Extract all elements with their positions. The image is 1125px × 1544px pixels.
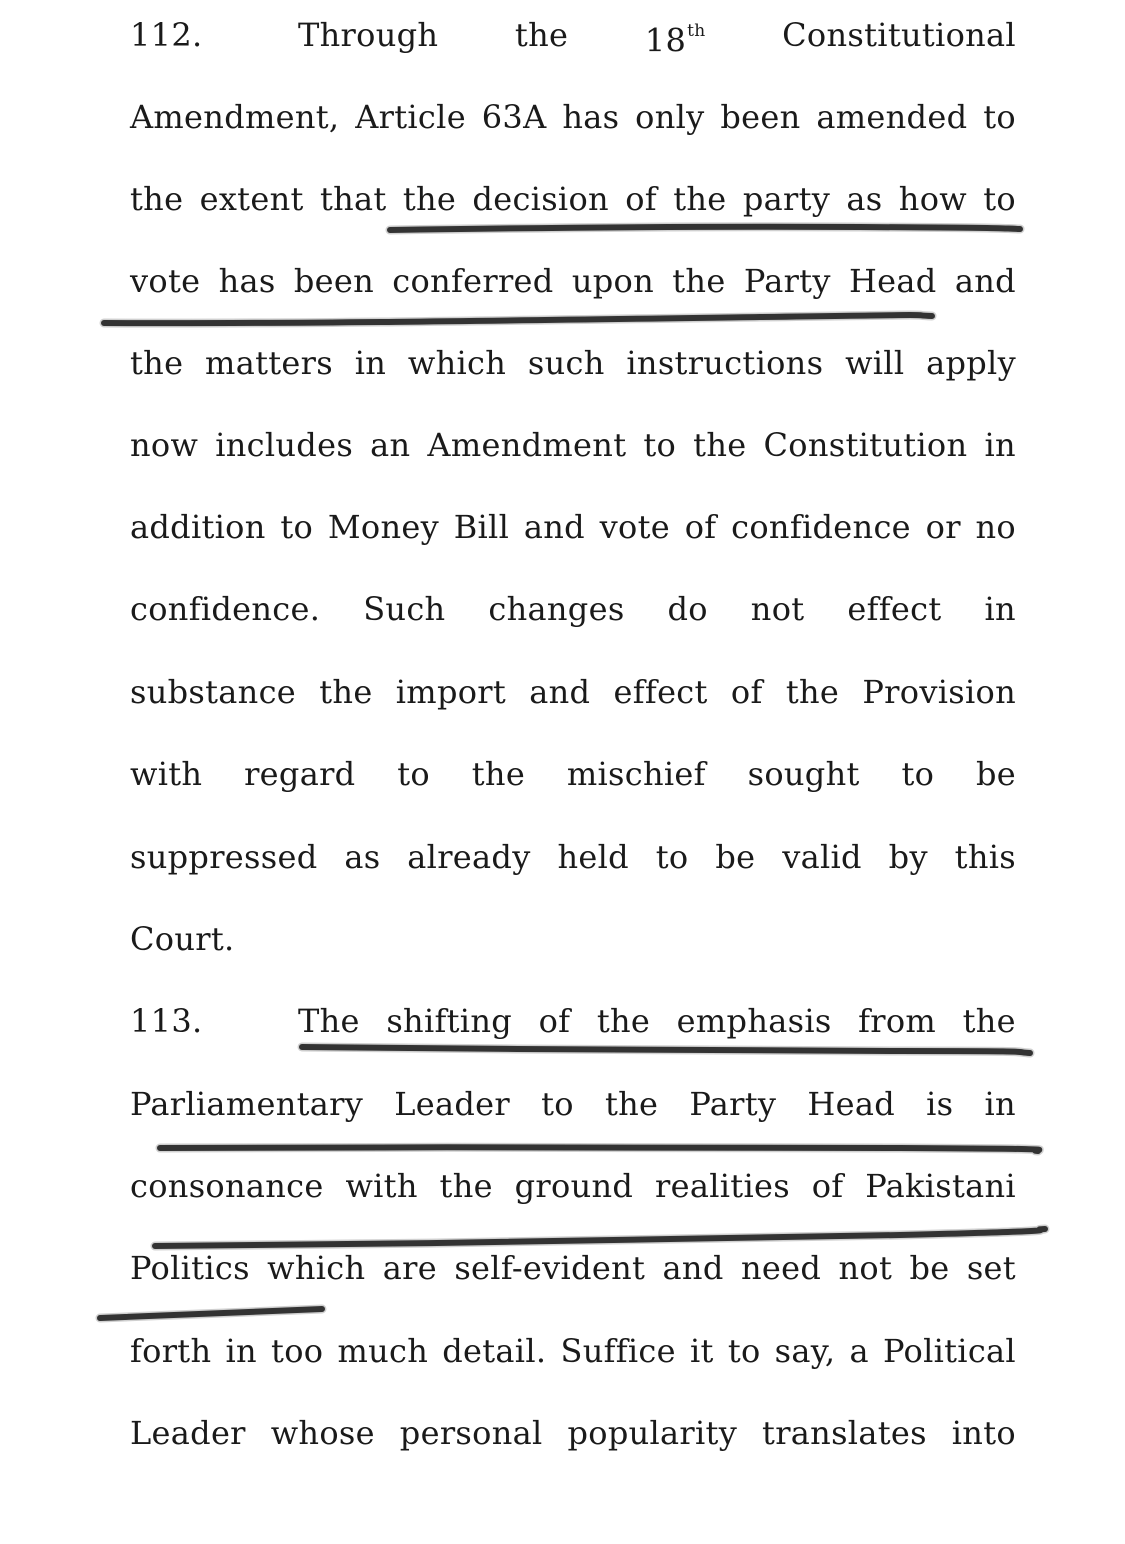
word: of — [625, 180, 657, 218]
word: the — [785, 673, 840, 711]
word: been — [720, 98, 801, 136]
word: apply — [926, 344, 1016, 382]
word: which — [267, 1249, 366, 1287]
line-15 — [130, 1164, 1016, 1208]
word: Politics — [130, 1249, 250, 1287]
word: the — [439, 1167, 493, 1205]
word: too — [271, 1332, 324, 1370]
word: a — [849, 1332, 869, 1370]
word: into — [951, 1414, 1016, 1452]
word: Suffice — [560, 1332, 676, 1370]
word: regard — [244, 755, 356, 793]
word: import — [395, 673, 507, 711]
word: self-evident — [454, 1249, 646, 1287]
word: detail. — [442, 1332, 547, 1370]
word: the — [471, 755, 526, 793]
word: The — [298, 1002, 360, 1040]
word: this — [954, 838, 1016, 876]
underline-conferred-party-head — [104, 315, 932, 323]
word: the — [402, 180, 457, 218]
word: with — [130, 755, 203, 793]
underline-shifting-emphasis — [302, 1047, 1030, 1053]
word: as — [846, 180, 883, 218]
word: to — [643, 426, 677, 464]
word: of — [684, 508, 717, 546]
ordinal-18th: 18th — [644, 21, 706, 60]
word: already — [407, 838, 531, 876]
word: Head — [848, 262, 937, 300]
line-10 — [130, 752, 1016, 796]
word: forth — [130, 1332, 212, 1370]
underline-parliamentary-leader — [160, 1147, 1039, 1151]
word: 63A — [481, 98, 547, 136]
word: upon — [571, 262, 654, 300]
underline-politics — [100, 1309, 322, 1318]
word: set — [966, 1249, 1016, 1287]
word: in — [225, 1332, 257, 1370]
word: sought — [747, 755, 860, 793]
paragraph-number-112: 112. — [130, 16, 203, 54]
word: decision — [472, 180, 609, 218]
word: that — [319, 180, 387, 218]
word: translates — [762, 1414, 927, 1452]
line-17 — [130, 1329, 1016, 1373]
word: Party — [689, 1085, 777, 1123]
word: such — [527, 344, 605, 382]
word: popularity — [567, 1414, 738, 1452]
line-18 — [130, 1411, 1016, 1455]
word: much — [337, 1332, 429, 1370]
line-7 — [130, 505, 1016, 549]
word: confidence. — [130, 590, 321, 628]
word: the — [673, 180, 727, 218]
line-3 — [130, 177, 1016, 221]
word: held — [557, 838, 629, 876]
line-12: Court. — [130, 920, 235, 958]
word: Head — [807, 1085, 896, 1123]
word: is — [926, 1085, 954, 1123]
word: substance — [130, 673, 297, 711]
word: be — [975, 755, 1016, 793]
word: Leader — [394, 1085, 511, 1123]
word: to — [727, 1332, 761, 1370]
word: suppressed — [130, 838, 318, 876]
word: to — [541, 1085, 574, 1123]
word: the — [604, 1085, 659, 1123]
word: to — [655, 838, 689, 876]
word: Provision — [862, 673, 1016, 711]
word: not — [750, 590, 805, 628]
word: Party — [743, 262, 831, 300]
word: no — [975, 508, 1016, 546]
word: will — [845, 344, 905, 382]
word: Constitution — [763, 426, 968, 464]
word: to — [280, 508, 314, 546]
line-6 — [130, 423, 1016, 467]
word: and — [662, 1249, 724, 1287]
line-9 — [130, 670, 1016, 714]
word: realities — [655, 1167, 790, 1205]
line-1-text: Through the 18th Constitutional — [298, 13, 1016, 57]
line-13-text — [298, 999, 1016, 1043]
word: vote — [599, 508, 670, 546]
word: the — [130, 344, 184, 382]
word: instructions — [626, 344, 824, 382]
line-13 — [130, 999, 1016, 1043]
word: as — [344, 838, 381, 876]
word: consonance — [130, 1167, 324, 1205]
word: effect — [613, 673, 708, 711]
word: and — [523, 508, 585, 546]
word: vote — [130, 262, 201, 300]
word: Article — [355, 98, 466, 136]
word: in — [984, 1085, 1016, 1123]
word: whose — [270, 1414, 375, 1452]
word: by — [888, 838, 928, 876]
word: Such — [363, 590, 446, 628]
word: to — [397, 755, 430, 793]
word: Leader — [130, 1414, 246, 1452]
word: in — [354, 344, 387, 382]
word: in — [984, 590, 1016, 628]
word: from — [858, 1002, 937, 1040]
word: and — [529, 673, 591, 711]
word: Bill — [453, 508, 510, 546]
word: party — [742, 180, 831, 218]
word: mischief — [566, 755, 706, 793]
word: to — [901, 755, 935, 793]
word: the — [596, 1002, 651, 1040]
word: to — [983, 98, 1016, 136]
word: effect — [847, 590, 942, 628]
line-1 — [130, 13, 1016, 60]
paragraph-number-113: 113. — [130, 1002, 203, 1040]
word: extent — [199, 180, 304, 218]
word: has — [218, 262, 276, 300]
word: has — [562, 98, 620, 136]
word: do — [667, 590, 708, 628]
word: Money — [327, 508, 439, 546]
word: conferred — [392, 262, 554, 300]
word: been — [293, 262, 375, 300]
line-16 — [130, 1246, 1016, 1290]
word: amended — [816, 98, 968, 136]
word: includes — [215, 426, 354, 464]
word: be — [909, 1249, 950, 1287]
word: emphasis — [676, 1002, 832, 1040]
word: and — [954, 262, 1016, 300]
word: with — [345, 1167, 418, 1205]
word: ground — [514, 1167, 634, 1205]
word: or — [925, 508, 961, 546]
word: in — [984, 426, 1016, 464]
word: the — [693, 426, 747, 464]
word: which — [407, 344, 507, 382]
word: Pakistani — [865, 1167, 1016, 1205]
word: the — [130, 180, 184, 218]
word: Political — [882, 1332, 1016, 1370]
word: changes — [488, 590, 625, 628]
line-2 — [130, 95, 1016, 139]
word: Parliamentary — [130, 1085, 364, 1123]
word: shifting — [386, 1002, 513, 1040]
word: need — [740, 1249, 822, 1287]
word: say, — [774, 1332, 836, 1370]
word: of — [730, 673, 763, 711]
word: the — [672, 262, 726, 300]
underline-decision-of-party — [390, 227, 1020, 230]
word: valid — [782, 838, 862, 876]
word: only — [635, 98, 705, 136]
word: Amendment — [427, 426, 627, 464]
word: it — [690, 1332, 714, 1370]
word: confidence — [731, 508, 911, 546]
word: Amendment, — [130, 98, 340, 136]
word: now — [130, 426, 199, 464]
line-14 — [130, 1082, 1016, 1126]
line-5 — [130, 341, 1016, 385]
word: are — [382, 1249, 437, 1287]
word: personal — [399, 1414, 543, 1452]
word: to — [983, 180, 1016, 218]
underline-consonance — [155, 1229, 1045, 1246]
word: not — [838, 1249, 893, 1287]
word: the — [319, 673, 373, 711]
line-8 — [130, 587, 1016, 631]
word: of — [538, 1002, 571, 1040]
line-4 — [130, 259, 1016, 303]
word: an — [370, 426, 411, 464]
line-11 — [130, 835, 1016, 879]
word: be — [715, 838, 756, 876]
word: the — [962, 1002, 1016, 1040]
word: how — [898, 180, 967, 218]
word: of — [811, 1167, 844, 1205]
word: matters — [205, 344, 333, 382]
word: addition — [130, 508, 266, 546]
